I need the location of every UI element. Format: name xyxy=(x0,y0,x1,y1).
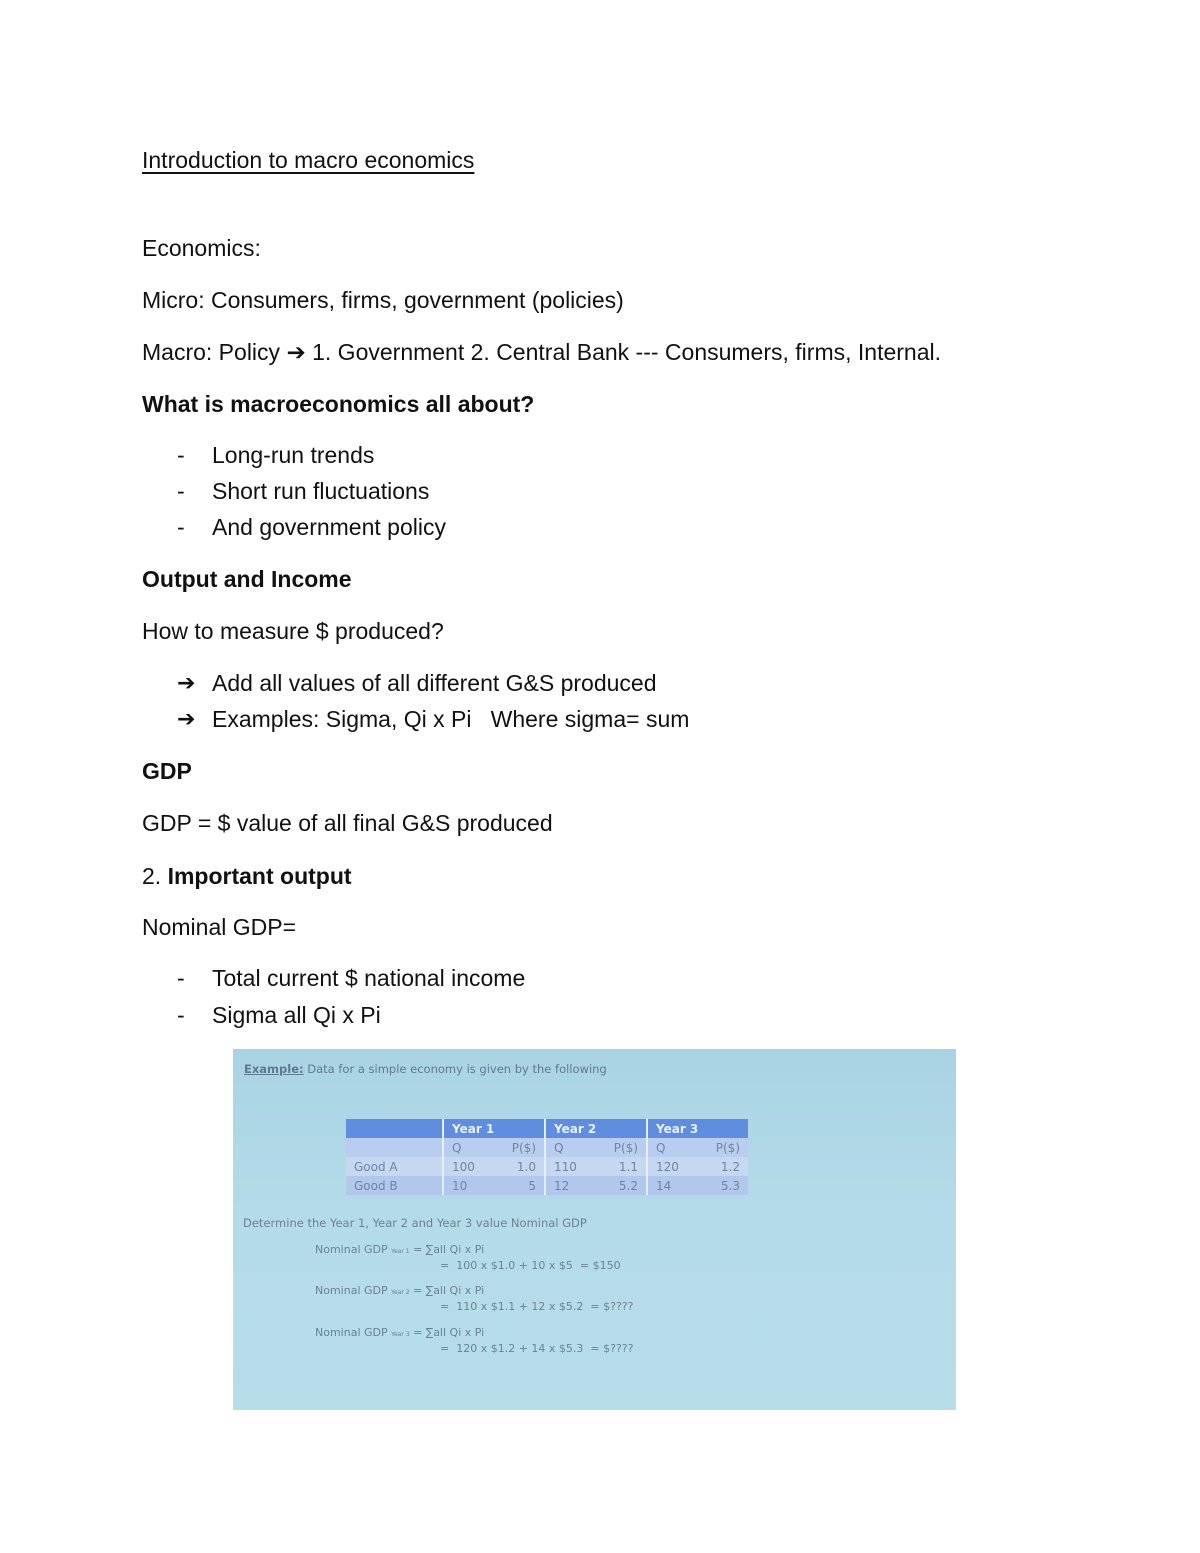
slide-photo xyxy=(233,1049,956,1410)
gdp-definition: GDP = $ value of all final G&S produced xyxy=(142,810,553,836)
table-cell xyxy=(346,1138,443,1157)
example-text: Data for a simple economy is given by the following xyxy=(307,1062,607,1076)
formula-subscript: Year 2 xyxy=(391,1289,410,1296)
table-corner-cell xyxy=(346,1119,443,1138)
list-item: And government policy xyxy=(212,514,446,540)
macro-line-prefix: Macro: Policy xyxy=(142,339,281,365)
nominal-gdp-heading: Nominal GDP= xyxy=(142,914,297,940)
formula-calculation: = 110 x $1.1 + 12 x $5.2 = $???? xyxy=(440,1300,634,1313)
list-item: Long-run trends xyxy=(212,442,375,468)
column-header: P($) xyxy=(494,1138,545,1157)
year-header: Year 1 xyxy=(443,1119,545,1138)
column-header: P($) xyxy=(596,1138,647,1157)
table-cell: 110 xyxy=(545,1157,596,1176)
arrow-icon: ➔ xyxy=(177,670,196,695)
list-item: Sigma all Qi x Pi xyxy=(212,1002,381,1028)
macro-line-suffix: 1. Government 2. Central Bank --- Consumers, firms, Internal. xyxy=(312,339,941,365)
table-cell: 14 xyxy=(647,1176,698,1195)
table-cell: 100 xyxy=(443,1157,494,1176)
formula-calculation: = 100 x $1.0 + 10 x $5 = $150 xyxy=(440,1259,621,1272)
formula-subscript: Year 3 xyxy=(391,1331,410,1338)
table-cell: 10 xyxy=(443,1176,494,1195)
formula-name: Nominal GDP xyxy=(315,1284,388,1297)
example-label: Example: xyxy=(244,1062,304,1076)
economics-heading: Economics: xyxy=(142,235,261,261)
section-heading-text: Important output xyxy=(167,863,352,889)
data-table xyxy=(346,1119,748,1195)
row-label: Good B xyxy=(346,1176,443,1195)
table-cell: 1.2 xyxy=(698,1157,748,1176)
section-heading-gdp: GDP xyxy=(142,758,192,784)
document-title: Introduction to macro economics xyxy=(142,147,475,173)
section-heading-macro: What is macroeconomics all about? xyxy=(142,391,535,417)
column-header: Q xyxy=(647,1138,698,1157)
year-header: Year 3 xyxy=(647,1119,748,1138)
formula-name: Nominal GDP xyxy=(315,1243,388,1256)
dash-bullet: - xyxy=(177,478,185,504)
table-cell: 5 xyxy=(494,1176,545,1195)
table-row xyxy=(346,1176,748,1195)
list-item: Total current $ national income xyxy=(212,965,526,991)
dash-bullet: - xyxy=(177,1002,185,1028)
dash-bullet: - xyxy=(177,965,185,991)
table-header-row xyxy=(346,1119,748,1138)
table-cell: 1.1 xyxy=(596,1157,647,1176)
table-subheader-row xyxy=(346,1138,748,1157)
table-cell: 1.0 xyxy=(494,1157,545,1176)
list-item: Examples: Sigma, Qi x Pi Where sigma= sum xyxy=(212,706,690,732)
section-heading-output: Output and Income xyxy=(142,566,352,592)
table-cell: 5.2 xyxy=(596,1176,647,1195)
arrow-icon: ➔ xyxy=(177,706,196,731)
determine-text: Determine the Year 1, Year 2 and Year 3 value Nominal GDP xyxy=(243,1216,587,1230)
arrow-icon: ➔ xyxy=(286,339,306,365)
column-header: Q xyxy=(545,1138,596,1157)
formula-definition: = ∑all Qi x Pi xyxy=(413,1243,485,1256)
column-header: Q xyxy=(443,1138,494,1157)
row-label: Good A xyxy=(346,1157,443,1176)
dash-bullet: - xyxy=(177,514,185,540)
table-cell: 12 xyxy=(545,1176,596,1195)
formula-definition: = ∑all Qi x Pi xyxy=(413,1326,485,1339)
how-measure-line: How to measure $ produced? xyxy=(142,618,444,644)
table-row xyxy=(346,1157,748,1176)
section-number: 2. xyxy=(142,863,162,889)
example-title xyxy=(244,1062,607,1076)
formula-definition: = ∑all Qi x Pi xyxy=(413,1284,485,1297)
formula-label xyxy=(315,1243,484,1256)
list-item: Short run fluctuations xyxy=(212,478,430,504)
section-heading-important xyxy=(142,861,352,891)
table-cell: 120 xyxy=(647,1157,698,1176)
micro-line: Micro: Consumers, firms, government (policies) xyxy=(142,287,624,313)
column-header: P($) xyxy=(698,1138,748,1157)
macro-line xyxy=(142,337,941,367)
formula-calculation: = 120 x $1.2 + 14 x $5.3 = $???? xyxy=(440,1342,634,1355)
formula-label xyxy=(315,1284,484,1297)
year-header: Year 2 xyxy=(545,1119,647,1138)
formula-name: Nominal GDP xyxy=(315,1326,388,1339)
list-item: Add all values of all different G&S produced xyxy=(212,670,657,696)
formula-label xyxy=(315,1326,484,1339)
table-cell: 5.3 xyxy=(698,1176,748,1195)
dash-bullet: - xyxy=(177,442,185,468)
formula-subscript: Year 1 xyxy=(391,1248,410,1255)
